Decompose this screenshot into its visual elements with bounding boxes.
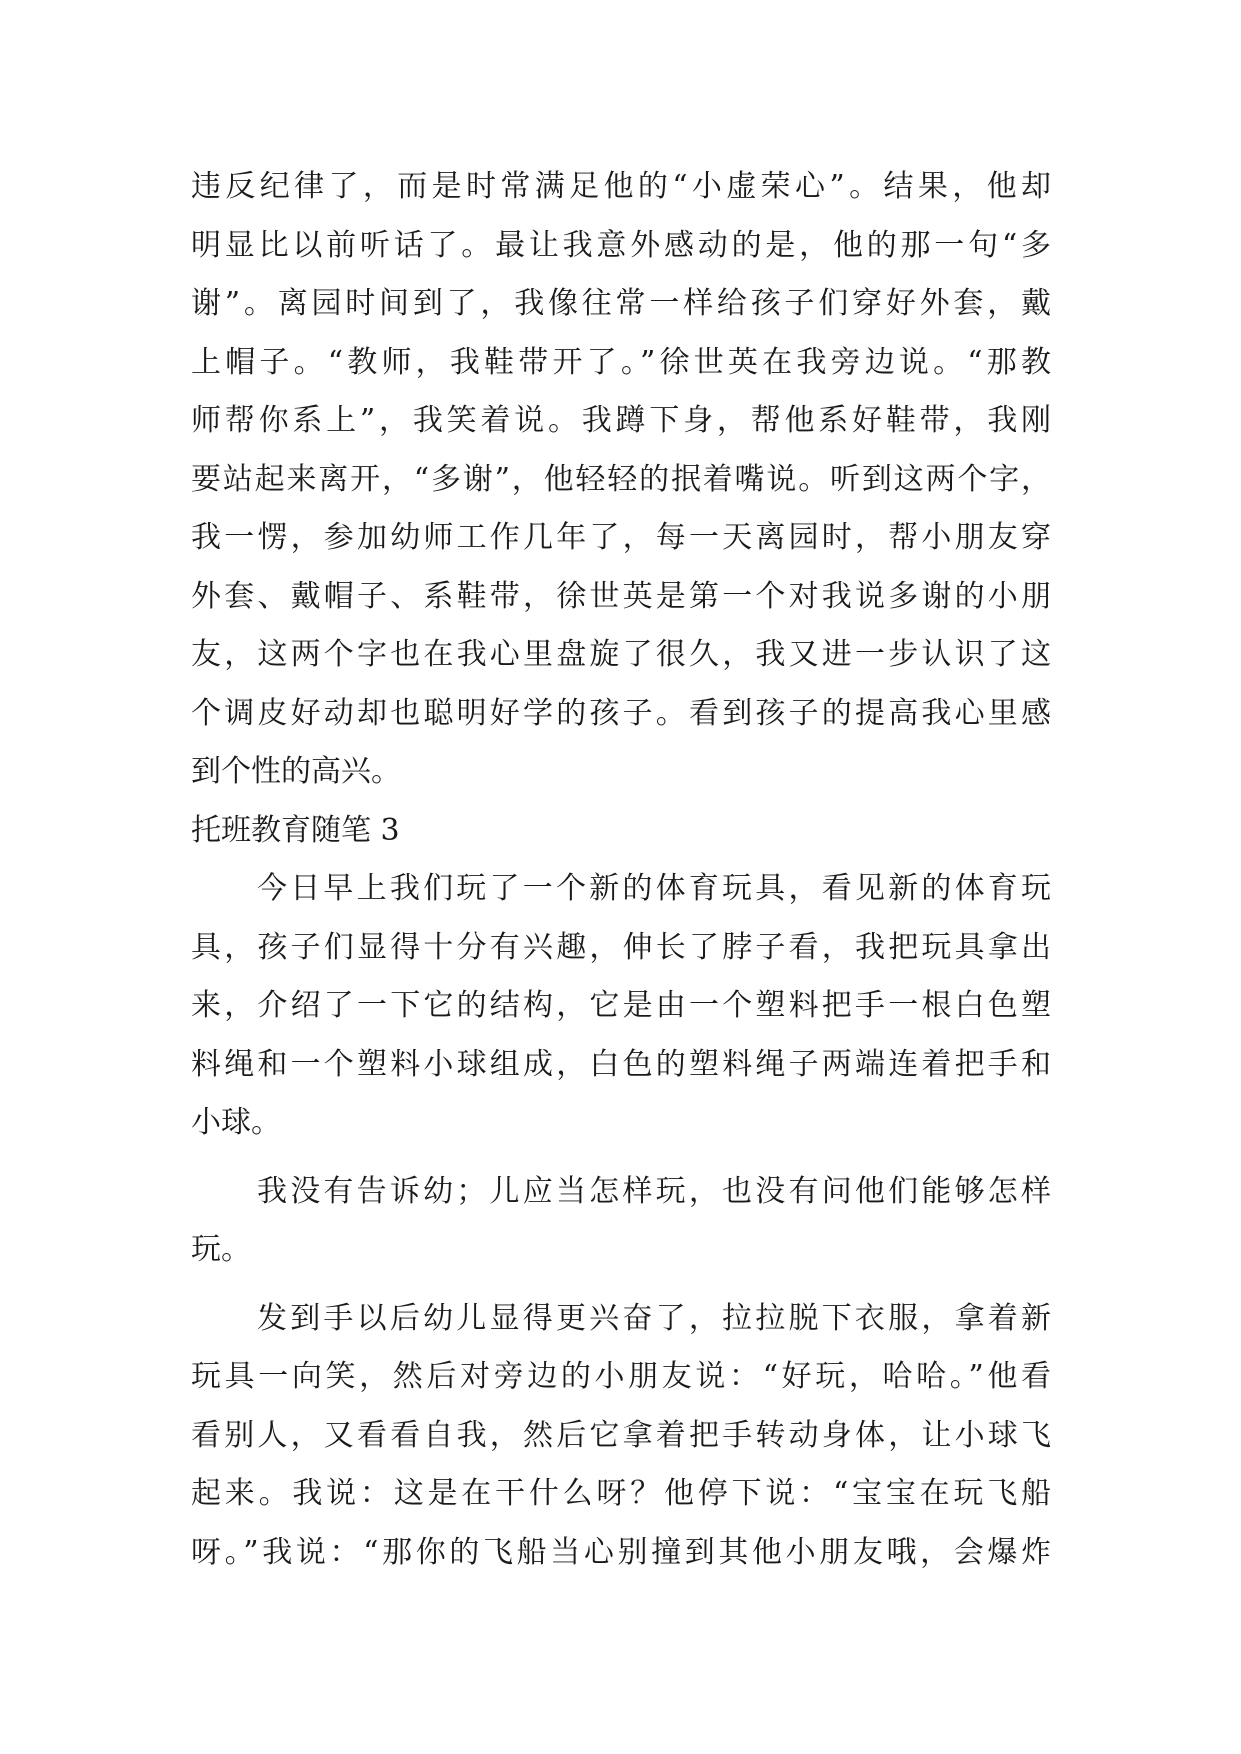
paragraph-line: 个调皮好动却也聪明好学的孩子。看到孩子的提高我心里感: [191, 695, 1051, 731]
paragraph-line: 师帮你系上”，我笑着说。我蹲下身，帮他系好鞋带，我刚: [191, 403, 1051, 438]
paragraph-line: 呀。”我说：“那你的飞船当心别撞到其他小朋友哦，会爆炸: [191, 1534, 1051, 1570]
paragraph-1: [191, 158, 1051, 802]
document-body: [191, 158, 1051, 1582]
paragraph-3: [191, 1163, 1051, 1280]
paragraph-2: [191, 860, 1051, 1153]
paragraph-spacer: [191, 1280, 1051, 1290]
paragraph-line: 起来。我说：这是在干什么呀？他停下说：“宝宝在玩飞船: [191, 1476, 1051, 1511]
paragraph-line: 要站起来离开，“多谢”，他轻轻的抿着嘴说。听到这两个字，: [191, 461, 1051, 497]
paragraph-line: 具，孩子们显得十分有兴趣，伸长了脖子看，我把玩具拿出: [191, 929, 1051, 965]
paragraph-line: 来，介绍了一下它的结构，它是由一个塑料把手一根白色塑: [191, 988, 1051, 1023]
paragraph-line: 上帽子。“教师，我鞋带开了。”徐世英在我旁边说。“那教: [191, 344, 1051, 380]
paragraph-line: 外套、戴帽子、系鞋带，徐世英是第一个对我说多谢的小朋: [191, 578, 1051, 614]
paragraph-line: 今日早上我们玩了一个新的体育玩具，看见新的体育玩: [257, 871, 1051, 906]
paragraph-line: 料绳和一个塑料小球组成，白色的塑料绳子两端连着把手和: [191, 1046, 1051, 1082]
paragraph-line: 我一愣，参加幼师工作几年了，每一天离园时，帮小朋友穿: [191, 520, 1051, 555]
paragraph-line: 明显比以前听话了。最让我意外感动的是，他的那一句“多: [191, 227, 1051, 263]
paragraph-line: 小球。: [191, 1105, 281, 1140]
paragraph-line: 谢”。离园时间到了，我像往常一样给孩子们穿好外套，戴: [191, 286, 1051, 321]
paragraph-line: 发到手以后幼儿显得更兴奋了，拉拉脱下衣服，拿着新: [257, 1300, 1051, 1336]
paragraph-line: 看别人，又看看自我，然后它拿着把手转动身体，让小球飞: [191, 1417, 1051, 1453]
paragraph-line: 玩具一向笑，然后对旁边的小朋友说：“好玩，哈哈。”他看: [191, 1359, 1051, 1394]
paragraph-spacer: [191, 1153, 1051, 1163]
paragraph-4: [191, 1290, 1051, 1583]
paragraph-line: 我没有告诉幼；儿应当怎样玩，也没有问他们能够怎样: [257, 1173, 1051, 1209]
paragraph-line: 到个性的高兴。: [191, 754, 401, 789]
section-heading: 托班教育随笔 3: [191, 812, 400, 848]
paragraph-line: 违反纪律了，而是时常满足他的“小虚荣心”。结果，他却: [191, 169, 1051, 204]
paragraph-line: 友，这两个字也在我心里盘旋了很久，我又进一步认识了这: [191, 637, 1051, 672]
paragraph-line: 玩。: [191, 1232, 251, 1267]
